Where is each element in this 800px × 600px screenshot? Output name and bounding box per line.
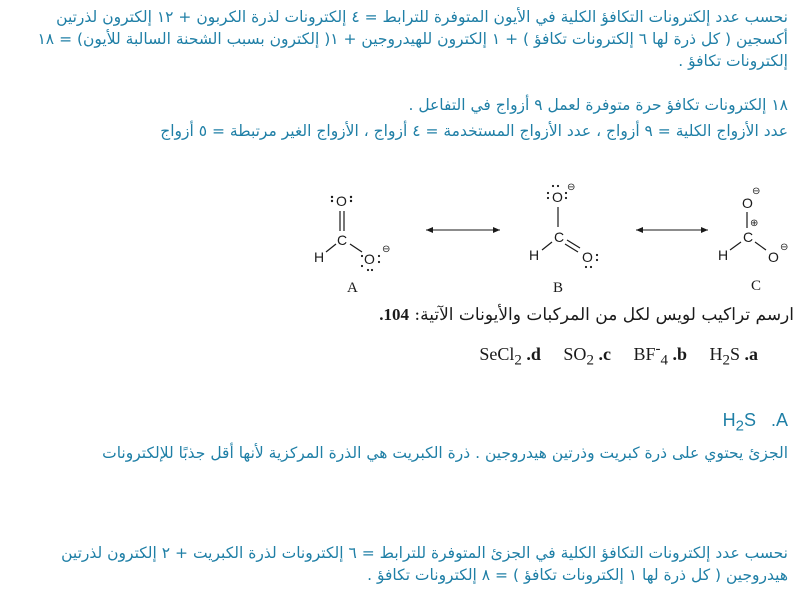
- caption-a: A: [347, 280, 358, 296]
- option-c: $SO_2$ .c: [563, 344, 611, 369]
- option-a: $H_2S$ .a: [709, 344, 758, 369]
- minus-charge-a: ⊖: [382, 244, 391, 255]
- atom-o-right-b: O: [582, 249, 593, 265]
- atom-c-a: C: [337, 232, 348, 248]
- free-electrons-paragraph: ١٨ إلكترونات تكافؤ حرة متوفرة لعمل ٩ أزواج في التفاعل .: [408, 96, 788, 114]
- atom-h-a: H: [314, 249, 325, 265]
- minus-charge-c-right: ⊖: [780, 242, 789, 253]
- textbook-scan-figure: [300, 182, 800, 370]
- atom-o-top-a: O: [336, 193, 347, 209]
- atom-o-right-c: O: [768, 249, 779, 265]
- valence-electron-count-paragraph: نحسب عدد إلكترونات التكافؤ الكلية في الأيون المتوفرة للترابط = ٤ إلكترونات لذرة الكربون + ١٢ إلكترون لذرتين أكسجين ( كل ذرة لها ٦ إلكترونات تكافؤ ) + ١ إلكترون للهيدروجين + ١( إلكترون بسبب الشحنة السالبة للأيون) = ١٨ إلكترونات تكافؤ .: [37, 8, 788, 70]
- atom-h-b: H: [529, 247, 540, 263]
- structure-b: [529, 182, 598, 296]
- caption-c: C: [751, 278, 762, 294]
- atom-o-right-a: O: [364, 251, 375, 267]
- minus-charge-b: ⊖: [567, 182, 576, 193]
- answer-a-heading: $H_2S$ .A: [722, 410, 788, 435]
- question-104: [379, 304, 794, 326]
- option-d: SeCl$_2$ .d: [479, 344, 541, 369]
- question-number: 104.: [379, 305, 409, 324]
- question-options: [461, 338, 758, 372]
- minus-charge-c-top: ⊖: [752, 186, 761, 197]
- structure-a: [314, 193, 390, 296]
- h2s-valence-paragraph: نحسب عدد إلكترونات التكافؤ الكلية في الجزئ المتوفرة للترابط = ٦ إلكترونات لذرة الكبريت + ٢ إلكترون لذرتين هيدروجين ( كل ذرة لها ١ إلكترونات تكافؤ ) = ٨ إلكترونات تكافؤ .: [61, 544, 788, 584]
- question-text: ارسم تراكيب لويس لكل من المركبات والأيونات الآتية:: [414, 305, 794, 325]
- resonance-arrow-1: [426, 227, 500, 233]
- pair-count-paragraph: عدد الأزواج الكلية = ٩ أزواج ، عدد الأزواج المستخدمة = ٤ أزواج ، الأزواج الغير مرتبطة = ٥ أزواج: [160, 122, 788, 140]
- option-b: $BF^-_4$ .b: [633, 341, 687, 369]
- atom-h-c: H: [718, 247, 729, 263]
- atom-c-c: C: [743, 229, 754, 245]
- h2s-structure-paragraph: الجزئ يحتوي على ذرة كبريت وذرتين هيدروجين . ذرة الكبريت هي الذرة المركزية لأنها أقل جذبًا للإلكترونات: [102, 444, 788, 462]
- atom-c-b: C: [554, 229, 565, 245]
- resonance-arrow-2: [636, 227, 708, 233]
- caption-b: B: [553, 280, 564, 296]
- plus-charge-c: ⊕: [750, 218, 759, 229]
- atom-o-top-b: O: [552, 189, 563, 205]
- structure-c: [718, 186, 788, 294]
- atom-o-top-c: O: [742, 195, 753, 211]
